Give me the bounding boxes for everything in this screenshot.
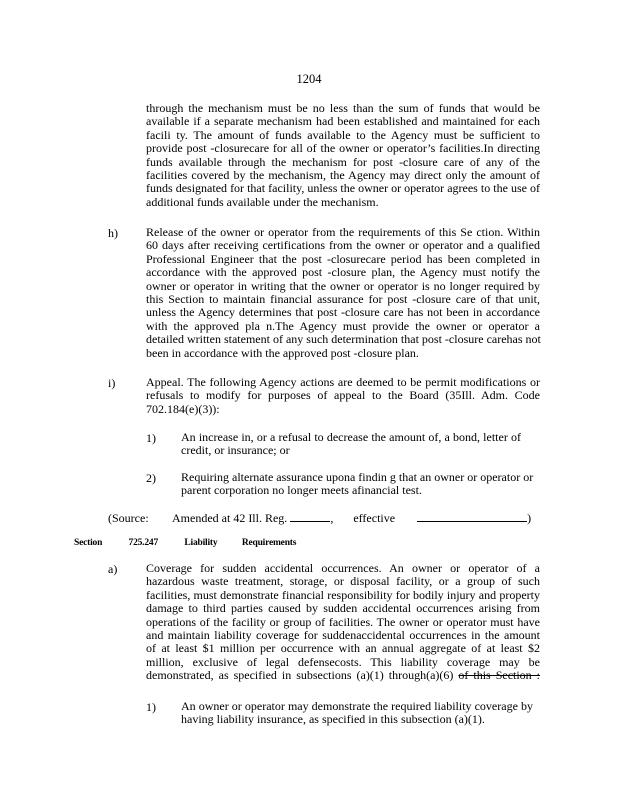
text-line: Release of the owner or operator from the requirements of this Se ction. Within — [146, 225, 540, 239]
last-line-text: demonstrated, as specified in subsections (a)(1) through(a)(6) — [146, 668, 459, 683]
text-line: having liability insurance, as specified in this subsection (a)(1). — [181, 712, 485, 727]
source-comma: , — [330, 511, 334, 525]
subsection-i-marker: i) — [108, 376, 116, 390]
text-line: through the mechanism must be no less than the sum of funds that would be — [146, 101, 540, 115]
section-title-word-1: Liability — [184, 538, 218, 548]
section-heading — [74, 538, 296, 548]
text-line: funds designated for that facility, unless the owner or operator agrees to the use of — [146, 181, 540, 196]
source-amended: Amended at 42 Ill. Reg. — [172, 511, 288, 525]
text-line: Coverage for sudden accidental occurrences. An owner or operator of a — [146, 561, 540, 575]
text-line: hazardous waste treatment, storage, or disposal facility, or a group of such — [146, 574, 540, 589]
text-line: owner or operator in writing that the owner or operator is no longer required by — [146, 278, 540, 293]
subsection-a-item-1-marker: 1) — [146, 700, 156, 714]
page-number: 1204 — [296, 72, 322, 86]
section-label: Section — [74, 538, 103, 548]
text-line: of at least $1 million per occurrence with an annual aggregate of at least $2 — [146, 641, 540, 656]
text-line: operations of the facility or group of facilities. The owner or operator must have — [146, 614, 540, 629]
subsection-a-item-1-text — [181, 700, 533, 727]
subsection-a-text — [146, 562, 540, 683]
text-line: provide post -closurecare for all of the owner or operator’s facilities.In directing — [146, 141, 540, 156]
subsection-h-marker: h) — [108, 226, 118, 240]
struck-text: of this Section : — [458, 668, 540, 683]
text-line: million, exclusive of legal defensecosts. This liability coverage may be — [146, 654, 540, 669]
subsection-i-item-2-marker: 2) — [146, 471, 156, 485]
text-line — [146, 669, 540, 682]
text-line: available if a separate mechanism had been established and maintained for each — [146, 114, 540, 129]
text-line: this Section to maintain financial assurance for post -closure care of that unit, — [146, 292, 540, 307]
text-line: detailed written statement of any such determination that post -closure carehas not — [146, 332, 541, 347]
subsection-h-text — [146, 226, 540, 360]
text-line: additional funds available under the mechanism. — [146, 194, 379, 209]
subsection-i-item-1-text — [181, 431, 521, 458]
subsection-i-item-2-text — [181, 471, 533, 498]
source-close: ) — [527, 511, 532, 525]
source-effective: effective — [353, 511, 396, 525]
register-page-blank — [290, 510, 330, 522]
source-note — [108, 510, 538, 526]
text-line: 60 days after receiving certifications from the owner or operator and a qualified — [146, 238, 540, 253]
text-line: unless the Agency determines that post -closure care has not been in accordance — [146, 305, 540, 320]
text-line: and maintain liability coverage for suddenaccidental occurrences in the amount — [146, 628, 540, 643]
source-prefix: (Source: — [108, 511, 149, 525]
text-line: 702.184(e)(3)): — [146, 401, 220, 416]
text-line: credit, or insurance; or — [181, 443, 290, 458]
text-line: facili ty. The amount of funds available to the Agency must be sufficient to — [146, 127, 540, 142]
text-line: Appeal. The following Agency actions are deemed to be permit modifications or — [146, 375, 540, 389]
text-line: Professional Engineer that the post -closurecare period has been completed in — [146, 251, 540, 266]
text-line: been in accordance with the approved post -closure plan. — [146, 345, 419, 360]
text-line: refusals to modify for purposes of appeal to the Board (35Ill. Adm. Code — [146, 388, 540, 403]
text-line: parent corporation no longer meets afinancial test. — [181, 483, 422, 498]
section-title-word-2: Requirements — [241, 538, 297, 548]
text-line: funds available through the mechanism for post -closure care of any of the — [146, 154, 540, 169]
effective-date-blank — [417, 510, 527, 522]
subsection-a-marker: a) — [108, 562, 118, 576]
text-line: damage to third parties caused by sudden accidental occurrences arising from — [146, 601, 540, 616]
text-line: An increase in, or a refusal to decrease the amount of, a bond, letter of — [181, 430, 521, 444]
text-line: accordance with the approved post -closure plan, the Agency must notify the — [146, 265, 540, 280]
text-line: Requiring alternate assurance upona findin g that an owner or operator or — [181, 470, 534, 484]
text-line: facilities covered by the mechanism, the Agency may direct only the amount of — [146, 168, 540, 183]
subsection-i-text — [146, 376, 540, 416]
text-line: facilities, must demonstrate financial responsibility for bodily injury and property — [146, 587, 540, 602]
text-line: with the approved pla n.The Agency must provide the owner or operator a — [146, 318, 540, 333]
subsection-i-item-1-marker: 1) — [146, 431, 156, 445]
section-number: 725.247 — [128, 538, 159, 548]
intro-paragraph — [146, 102, 540, 209]
text-line: An owner or operator may demonstrate the required liability coverage by — [181, 699, 533, 713]
